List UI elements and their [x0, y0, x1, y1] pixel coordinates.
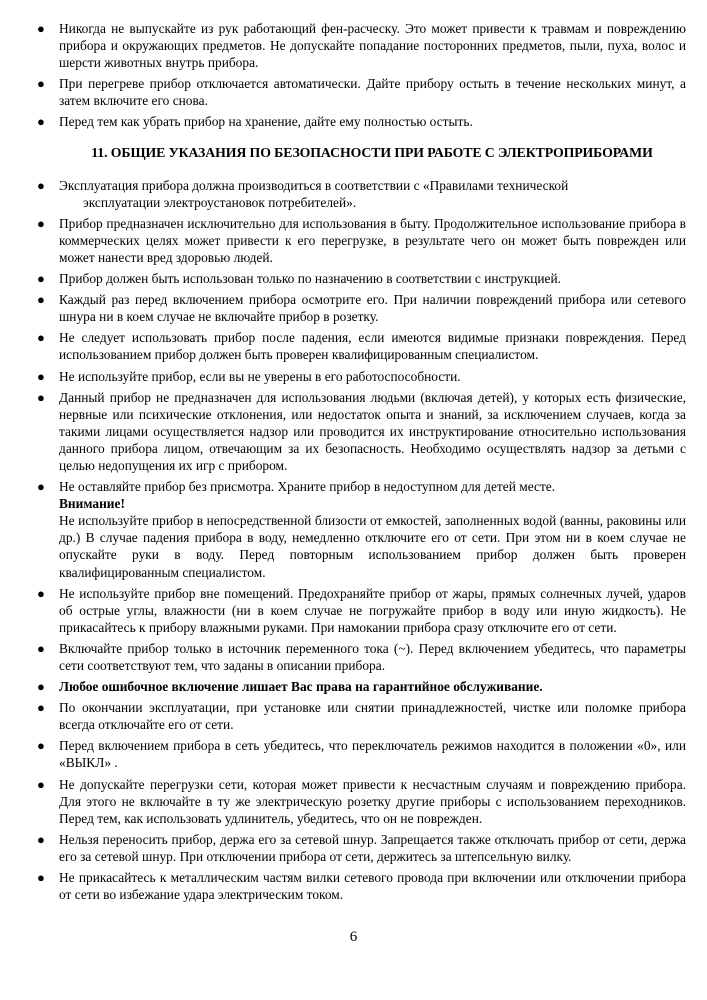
list-item: ● Эксплуатация прибора должна производиться в соответствии с «Правилами технической эксплуатации электроустановок потребителей».: [37, 177, 569, 210]
warranty-notice: Любое ошибочное включение лишает Вас права на гарантийное обслуживание.: [59, 679, 543, 695]
page-number: 6: [349, 929, 358, 945]
list-item: ● Не используйте прибор вне помещений. Предохраняйте прибор от жары, прямых солнечных лучей, ударов об острые углы, влажности (ни в коем случае не погружайте прибор в воду или иную жидкость). Не прикасайтесь к прибору влажными руками. При намокании прибора сразу отключите его от сети.: [37, 585, 686, 635]
bullet-icon: ●: [37, 330, 45, 346]
warning-title: Внимание!: [59, 496, 125, 512]
list-item: ● Включайте прибор только в источник переменного тока (~). Перед включением убедитесь, что параметры сети соответствуют тем, что заданы в описании прибора.: [37, 640, 686, 673]
bullet-icon: ●: [37, 585, 45, 601]
safety-bullet-list: [36, 177, 686, 904]
list-item: ● Перед включением прибора в сеть убедитесь, что переключатель режимов находится в положении «0», или «ВЫКЛ» .: [37, 738, 686, 771]
bullet-icon: ●: [37, 389, 45, 405]
bullet-icon: ●: [37, 700, 45, 716]
bullet-icon: ●: [37, 870, 45, 886]
bullet-icon: ●: [37, 21, 45, 36]
list-item: ● По окончании эксплуатации, при установке или снятии принадлежностей, чистке или поломке прибора всегда отключайте его от сети.: [37, 700, 686, 733]
list-item: ● Не используйте прибор, если вы не уверены в его работоспособности.: [37, 368, 461, 384]
list-item: ● Не допускайте перегрузки сети, которая может привести к несчастным случаям и повреждению прибора. Для этого не включайте в ту же электрическую розетку другие приборы с использованием переходников. Перед тем, как использовать удлинитель, убедитесь, что он не поврежден.: [37, 776, 686, 826]
section-heading: 11. ОБЩИЕ УКАЗАНИЯ ПО БЕЗОПАСНОСТИ ПРИ РАБОТЕ С ЭЛЕКТРОПРИБОРАМИ: [91, 144, 653, 160]
bullet-icon: ●: [37, 368, 45, 384]
bullet-icon: ●: [37, 738, 45, 754]
list-item: [36, 678, 686, 695]
list-item: ● Каждый раз перед включением прибора осмотрите его. При наличии повреждений прибора или сетевого шнура ни в коем случае не включайте прибор в розетку.: [37, 292, 686, 325]
list-item: ● Не следует использовать прибор после падения, если имеются видимые признаки повреждения. Перед использованием прибор должен быть проверен квалифицированным специалистом.: [37, 330, 686, 363]
list-item: ● Никогда не выпускайте из рук работающий фен-расческу. Это может привести к травмам и повреждению прибора и окружающих предметов. Не допускайте попадание посторонних предметов, пыли, пуха, волос и шерсти животных внутрь прибора.: [37, 21, 686, 71]
bullet-icon: ●: [37, 271, 45, 287]
bullet-icon: ●: [37, 679, 45, 695]
list-item: ● Нельзя переносить прибор, держа его за сетевой шнур. Запрещается также отключать прибор от сети, держа его за сетевой шнур. При отключении прибора от сети, держитесь за штепсельную вилку.: [37, 831, 686, 864]
top-bullet-list: [36, 20, 686, 131]
bullet-icon: ●: [37, 831, 45, 847]
list-item: ● При перегреве прибор отключается автоматически. Дайте прибору остыть в течение нескольких минут, а затем включите его снова.: [37, 76, 686, 109]
bullet-icon: ●: [37, 479, 45, 495]
list-item: ● Не оставляйте прибор без присмотра. Храните прибор в недоступном для детей месте. Внимание! Не используйте прибор в непосредственной близости от емкостей, заполненных водой (ванны, раковины или др.) В случае падения прибора в воду, немедленно отключите его от сети. При этом ни в коем случае не опускайте руки в воду. Перед повторным использованием прибор должен быть проверен квалифицированным специалистом.: [37, 479, 686, 580]
document-page: [36, 20, 686, 907]
bullet-icon: ●: [37, 76, 45, 92]
list-item: ● Данный прибор не предназначен для использования людьми (включая детей), у которых есть физические, нервные или психические отклонения, или недостаток опыта и знаний, за исключением случаев, когда за такими лицами осуществляется надзор или проводится их инструктирование относительно использования данного прибора лицом, отвечающим за их безопасность. Необходимо осуществлять надзор за детьми с целью недопущения их игр с прибором.: [37, 389, 686, 473]
bullet-icon: ●: [37, 215, 45, 231]
list-item: ● Прибор должен быть использован только по назначению в соответствии с инструкцией.: [37, 271, 562, 287]
warning-text: Не используйте прибор в непосредственной близости от емкостей, заполненных водой (ванны, раковины или др.) В случае падения прибора в воду, немедленно отключите его от сети. При этом ни в коем случае не опускайте руки в воду. Перед повторным использованием прибор должен быть проверен квалифицированным специалистом.: [59, 513, 686, 580]
list-item: ● Прибор предназначен исключительно для использования в быту. Продолжительное использование прибора в коммерческих целях может привести к его перегрузке, в результате чего он может быть поврежден или может нанести вред здоровью людей.: [37, 215, 686, 265]
bullet-icon: ●: [37, 114, 45, 130]
list-item: ● Не прикасайтесь к металлическим частям вилки сетевого провода при включении или отключении прибора от сети во избежание удара электрическим током.: [37, 870, 686, 903]
list-item: ● Перед тем как убрать прибор на хранение, дайте ему полностью остыть.: [37, 114, 473, 130]
bullet-icon: ●: [37, 292, 45, 308]
bullet-icon: ●: [37, 177, 45, 193]
bullet-icon: ●: [37, 776, 45, 792]
bullet-icon: ●: [37, 640, 45, 656]
